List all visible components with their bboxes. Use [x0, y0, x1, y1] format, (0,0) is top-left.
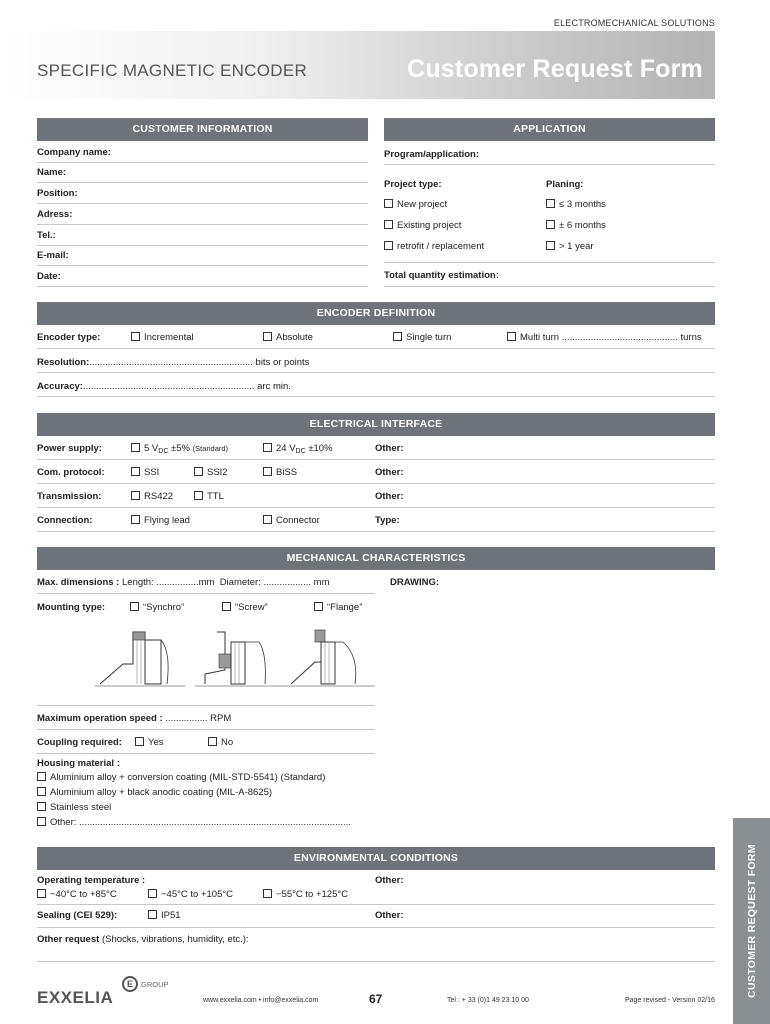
- date-field[interactable]: [37, 286, 368, 287]
- encoder-type-label: Encoder type:: [37, 332, 101, 343]
- flange-mount-drawing: [285, 626, 375, 690]
- email-label: E-mail:: [37, 250, 69, 261]
- electrical-divider-2: [37, 483, 715, 484]
- planing-6-months-option[interactable]: ± 6 months: [546, 220, 606, 231]
- company-name-field[interactable]: [37, 162, 368, 163]
- screw-mount-drawing: [195, 626, 285, 690]
- existing-project-checkbox[interactable]: [384, 220, 393, 229]
- other-request-field[interactable]: [37, 961, 715, 962]
- synchro-mount-drawing: [95, 626, 185, 690]
- screw-checkbox[interactable]: [222, 602, 231, 611]
- resolution-row[interactable]: Resolution:.............................................................. bits or points: [37, 357, 310, 368]
- position-label: Position:: [37, 188, 78, 199]
- side-tab: [733, 818, 770, 1024]
- power-5v-option[interactable]: 5 $V_{DC} \pm 5\%$ (Standard): [131, 443, 228, 455]
- max-speed-row[interactable]: Maximum operation speed : ................ RPM: [37, 713, 232, 724]
- transmission-other-label: Other:: [375, 491, 404, 502]
- mechanical-divider-1: [37, 593, 375, 594]
- electrical-divider-3: [37, 507, 715, 508]
- rs422-checkbox[interactable]: [131, 491, 140, 500]
- biss-option[interactable]: BiSS: [263, 467, 297, 478]
- planing-6-months-checkbox[interactable]: [546, 220, 555, 229]
- customer-information-header: CUSTOMER INFORMATION: [37, 118, 368, 141]
- name-label: Name:: [37, 167, 67, 178]
- housing-option-conversion[interactable]: Aluminium alloy + conversion coating (MIL-STD-5541) (Standard): [37, 772, 325, 783]
- multi-turn-checkbox[interactable]: [507, 332, 516, 341]
- absolute-checkbox[interactable]: [263, 332, 272, 341]
- temp-125-checkbox[interactable]: [263, 889, 272, 898]
- ttl-option[interactable]: TTL: [194, 491, 224, 502]
- mechanical-divider-3: [37, 729, 375, 730]
- single-turn-option[interactable]: Single turn: [393, 332, 451, 343]
- temperature-other-label: Other:: [375, 875, 404, 886]
- rs422-option[interactable]: RS422: [131, 491, 173, 502]
- side-tab-label: CUSTOMER REQUEST FORM: [745, 844, 758, 998]
- ip51-checkbox[interactable]: [148, 910, 157, 919]
- temp-option-85[interactable]: −40°C to +85°C: [37, 889, 117, 900]
- encoder-definition-header: ENCODER DEFINITION: [37, 302, 715, 325]
- mounting-type-label: Mounting type:: [37, 602, 106, 613]
- electrical-divider-1: [37, 459, 715, 460]
- tel-label: Tel.:: [37, 230, 56, 241]
- coupling-yes-checkbox[interactable]: [135, 737, 144, 746]
- coupling-label: Coupling required:: [37, 737, 122, 748]
- date-label: Date:: [37, 271, 61, 282]
- incremental-checkbox[interactable]: [131, 332, 140, 341]
- screw-option[interactable]: “Screw”: [222, 602, 268, 613]
- max-dimensions-row[interactable]: Max. dimensions : Length: ................mm Diameter: .................. mm: [37, 577, 330, 588]
- coupling-no-checkbox[interactable]: [208, 737, 217, 746]
- accuracy-row[interactable]: Accuracy:................................................................. arc min.: [37, 381, 291, 392]
- temp-option-125[interactable]: −55°C to +125°C: [263, 889, 348, 900]
- housing-material-label: Housing material :: [37, 758, 120, 769]
- encoder-divider-1: [37, 348, 715, 349]
- housing-other-checkbox[interactable]: [37, 817, 46, 826]
- retrofit-option[interactable]: retrofit / replacement: [384, 241, 484, 252]
- planing-1-year-checkbox[interactable]: [546, 241, 555, 250]
- mechanical-characteristics-header: MECHANICAL CHARACTERISTICS: [37, 547, 715, 570]
- connection-type-label: Type:: [375, 515, 400, 526]
- power-24v-checkbox[interactable]: [263, 443, 272, 452]
- coupling-no-option[interactable]: No: [208, 737, 233, 748]
- operating-temperature-label: Operating temperature :: [37, 875, 146, 886]
- ssi-option[interactable]: SSI: [131, 467, 159, 478]
- total-quantity-label: Total quantity estimation:: [384, 270, 499, 281]
- temp-105-checkbox[interactable]: [148, 889, 157, 898]
- flange-option[interactable]: “Flange”: [314, 602, 362, 613]
- email-field[interactable]: [37, 265, 368, 266]
- new-project-checkbox[interactable]: [384, 199, 393, 208]
- sealing-other-label: Other:: [375, 910, 404, 921]
- planing-3-months-checkbox[interactable]: [546, 199, 555, 208]
- footer-revision: Page revised - Version 02/16: [625, 997, 715, 1004]
- housing-option-anodic[interactable]: Aluminium alloy + black anodic coating (MIL-A-8625): [37, 787, 272, 798]
- address-label: Adress:: [37, 209, 73, 220]
- transmission-label: Transmission:: [37, 491, 102, 502]
- application-divider: [384, 262, 715, 263]
- program-label: Program/application:: [384, 149, 480, 160]
- page-number: 67: [369, 992, 383, 1006]
- address-field[interactable]: [37, 224, 368, 225]
- com-protocol-label: Com. protocol:: [37, 467, 105, 478]
- encoder-divider-2: [37, 372, 715, 373]
- single-turn-checkbox[interactable]: [393, 332, 402, 341]
- multi-turn-option[interactable]: Multi turn ............................................ turns: [507, 332, 702, 343]
- flying-lead-checkbox[interactable]: [131, 515, 140, 524]
- synchro-checkbox[interactable]: [130, 602, 139, 611]
- planing-1-year-option[interactable]: > 1 year: [546, 241, 594, 252]
- absolute-option[interactable]: Absolute: [263, 332, 313, 343]
- logo-group-text: GROUP: [141, 980, 169, 989]
- housing-option-stainless[interactable]: Stainless steel: [37, 802, 111, 813]
- power-other-label: Other:: [375, 443, 404, 454]
- ip51-option[interactable]: IP51: [148, 910, 181, 921]
- power-24v-option[interactable]: 24 $V_{DC} \pm 10\%$: [263, 443, 333, 455]
- flying-lead-option[interactable]: Flying lead: [131, 515, 190, 526]
- name-field[interactable]: [37, 182, 368, 183]
- environment-divider-2: [37, 927, 715, 928]
- new-project-option[interactable]: New project: [384, 199, 447, 210]
- tel-field[interactable]: [37, 245, 368, 246]
- coupling-yes-option[interactable]: Yes: [135, 737, 164, 748]
- sealing-label: Sealing (CEI 529):: [37, 910, 118, 921]
- ssi-checkbox[interactable]: [131, 467, 140, 476]
- existing-project-option[interactable]: Existing project: [384, 220, 461, 231]
- planing-3-months-option[interactable]: ≤ 3 months: [546, 199, 606, 210]
- synchro-option[interactable]: “Synchro”: [130, 602, 184, 613]
- temp-85-checkbox[interactable]: [37, 889, 46, 898]
- ttl-checkbox[interactable]: [194, 491, 203, 500]
- footer-contact: www.exxelia.com • info@exxelia.com: [203, 997, 319, 1004]
- incremental-option[interactable]: Incremental: [131, 332, 194, 343]
- position-field[interactable]: [37, 203, 368, 204]
- mechanical-divider-4: [37, 753, 375, 754]
- protocol-other-label: Other:: [375, 467, 404, 478]
- electrical-interface-header: ELECTRICAL INTERFACE: [37, 413, 715, 436]
- project-type-label: Project type:: [384, 179, 442, 190]
- footer-tel: Tel : + 33 (0)1 49 23 10 00: [447, 997, 529, 1004]
- company-name-label: Company name:: [37, 147, 111, 158]
- logo-e-icon: E: [122, 976, 138, 992]
- document-subject: SPECIFIC MAGNETIC ENCODER: [37, 61, 308, 80]
- ssi2-checkbox[interactable]: [194, 467, 203, 476]
- environment-divider-1: [37, 904, 715, 905]
- other-request-row[interactable]: Other request (Shocks, vibrations, humidity, etc.):: [37, 934, 249, 945]
- housing-stainless-checkbox[interactable]: [37, 802, 46, 811]
- encoder-divider-3: [37, 396, 715, 397]
- top-label: ELECTROMECHANICAL SOLUTIONS: [553, 18, 715, 28]
- program-field[interactable]: [384, 164, 715, 165]
- drawing-label: DRAWING:: [390, 577, 440, 588]
- exxelia-logo: EXXELIA: [37, 988, 114, 1007]
- planing-label: Planing:: [546, 179, 584, 190]
- retrofit-checkbox[interactable]: [384, 241, 393, 250]
- connector-option[interactable]: Connector: [263, 515, 320, 526]
- housing-conversion-checkbox[interactable]: [37, 772, 46, 781]
- application-header: APPLICATION: [384, 118, 715, 141]
- mechanical-divider-2: [37, 705, 375, 706]
- connection-label: Connection:: [37, 515, 93, 526]
- connector-checkbox[interactable]: [263, 515, 272, 524]
- environmental-conditions-header: ENVIRONMENTAL CONDITIONS: [37, 847, 715, 870]
- page-title: Customer Request Form: [407, 55, 703, 83]
- power-supply-label: Power supply:: [37, 443, 102, 454]
- electrical-divider-4: [37, 531, 715, 532]
- temp-option-105[interactable]: −45°C to +105°C: [148, 889, 233, 900]
- biss-checkbox[interactable]: [263, 467, 272, 476]
- housing-anodic-checkbox[interactable]: [37, 787, 46, 796]
- ssi2-option[interactable]: SSI2: [194, 467, 228, 478]
- power-5v-checkbox[interactable]: [131, 443, 140, 452]
- flange-checkbox[interactable]: [314, 602, 323, 611]
- housing-option-other[interactable]: Other: .......................................................................................................: [37, 817, 351, 828]
- total-quantity-field[interactable]: [384, 286, 715, 287]
